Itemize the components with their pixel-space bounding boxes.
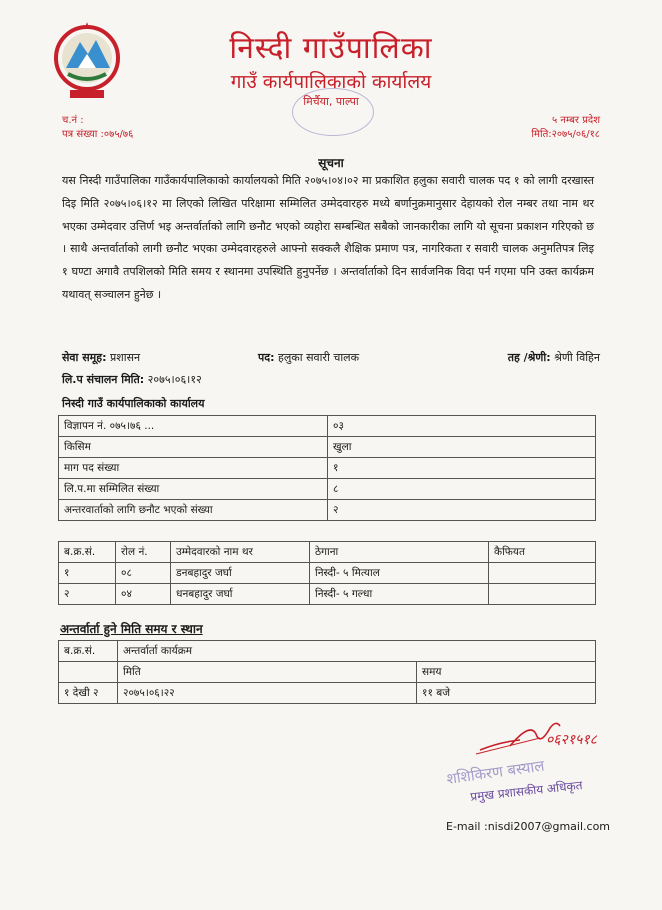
letter-date: मिति:२०७५/०६/१८ bbox=[531, 129, 600, 140]
candidate-sn: १ bbox=[59, 563, 116, 584]
level-value: श्रेणी विहिन bbox=[554, 351, 600, 364]
candidate-name: धनबहादुर जर्घा bbox=[171, 584, 310, 605]
candidate-roll: ०८ bbox=[116, 563, 171, 584]
level-label: तह /श्रेणी: bbox=[507, 351, 551, 364]
interview-sn-header: ब.क्र.सं. bbox=[59, 641, 118, 662]
post-value: हलुका सवारी चालक bbox=[278, 351, 360, 364]
service-group bbox=[62, 350, 140, 365]
candidate-remark bbox=[489, 584, 596, 605]
candidate-sn: २ bbox=[59, 584, 116, 605]
vacancy-table bbox=[58, 415, 596, 521]
exam-date-label: लि.प संचालन मिति: bbox=[62, 373, 145, 386]
vacancy-value: १ bbox=[328, 458, 596, 479]
table-row bbox=[59, 479, 596, 500]
nepal-emblem-icon bbox=[52, 18, 122, 104]
exam-date-info bbox=[62, 372, 202, 387]
vacancy-value: ०३ bbox=[328, 416, 596, 437]
candidate-address: निस्दी- ५ गल्धा bbox=[310, 584, 489, 605]
table-row bbox=[59, 584, 596, 605]
column-header: कैफियत bbox=[489, 542, 596, 563]
interview-time-header: समय bbox=[417, 662, 596, 683]
province-label: ५ नम्बर प्रदेश bbox=[552, 115, 600, 126]
candidate-address: निस्दी- ५ मित्याल bbox=[310, 563, 489, 584]
table-header-row bbox=[59, 542, 596, 563]
table-row bbox=[59, 683, 596, 704]
faint-stamp bbox=[292, 88, 374, 136]
vacancy-label: लि.प.मा सम्मिलित संख्या bbox=[59, 479, 328, 500]
table-row bbox=[59, 662, 596, 683]
level-info bbox=[508, 350, 600, 365]
interview-section-title: अन्तर्वार्ता हुने मिति समय र स्थान bbox=[60, 622, 203, 636]
column-header: रोल नं. bbox=[116, 542, 171, 563]
signature-number: ०६२१५१८ bbox=[546, 732, 597, 748]
table-row bbox=[59, 563, 596, 584]
candidate-name: डनबहादुर जर्घा bbox=[171, 563, 310, 584]
candidate-remark bbox=[489, 563, 596, 584]
table-row bbox=[59, 437, 596, 458]
notice-title: सूचना bbox=[318, 156, 344, 170]
interview-program-header: अन्तर्वार्ता कार्यक्रम bbox=[118, 641, 596, 662]
post-info bbox=[258, 350, 359, 365]
office-subtitle: गाउँ कार्यपालिकाको कार्यालय bbox=[230, 71, 432, 93]
vacancy-label: किसिम bbox=[59, 437, 328, 458]
vacancy-value: २ bbox=[328, 500, 596, 521]
vacancy-value: ८ bbox=[328, 479, 596, 500]
column-header: ब.क्र.सं. bbox=[59, 542, 116, 563]
post-label: पद: bbox=[258, 351, 275, 364]
vacancy-label: अन्तरवार्ताको लागि छनौट भएको संख्या bbox=[59, 500, 328, 521]
column-header: उम्मेदवारको नाम थर bbox=[171, 542, 310, 563]
service-label: सेवा समूह: bbox=[62, 351, 107, 364]
table-row bbox=[59, 641, 596, 662]
footer-email: E-mail :nisdi2007@gmail.com bbox=[446, 820, 611, 833]
signer-name: शशिकिरण बस्याल bbox=[445, 756, 546, 789]
interview-table bbox=[58, 640, 596, 704]
candidates-table bbox=[58, 541, 596, 605]
exam-date-value: २०७५।०६।१२ bbox=[147, 373, 202, 386]
letter-reference: पत्र संख्या :०७५/७६ bbox=[62, 129, 134, 140]
notice-body: यस निस्दी गाउँपालिका गाउँकार्यपालिकाको कार्यालयको मिति २०७५।०४।०२ मा प्रकाशित हलुका सवारी चालक पद १ को लागी दरखास्त दिइ मिति २०७५।०६।१२ मा लिएको लिखित परिक्षामा सम्मिलित उम्मेदवारहरु मध्ये बर्णानुक्रमानुसार देहायको रोल नम्बर तथा नाम थर भएका उम्मेदवार उत्तिर्ण भइ अन्तर्वार्ताको लागि छनौट भएको व्यहोरा सम्बन्धित सबैको जानकारीका लागि यो सूचना प्रकाशन गरिएको छ । साथै अन्तर्वार्ताको लागी छनौट भएका उम्मेदवारहरुले आफ्नो सक्कलै शैक्षिक प्रमाण पत्र, नागरिकता र सवारी चालक अनुमतिपत्र लिइ १ घण्टा अगावै तपशिलको मिति समय र स्थानमा उपस्थिति हुनुपर्नेछ । अन्तर्वार्ताको दिन सार्वजनिक विदा पर्न गएमा पनि उक्त कार्यक्रम यथावत् सञ्चालन हुनेछ । bbox=[62, 174, 594, 301]
column-header: ठेगाना bbox=[310, 542, 489, 563]
empty-cell bbox=[59, 662, 118, 683]
office-location: मिर्चैया, पाल्पा bbox=[303, 95, 359, 108]
office-section-title: निस्दी गाउँ कार्यपालिकाको कार्यालय bbox=[62, 397, 205, 410]
signer-title: प्रमुख प्रशासकीय अधिकृत bbox=[469, 778, 584, 804]
table-row bbox=[59, 458, 596, 479]
vacancy-value: खुला bbox=[328, 437, 596, 458]
vacancy-label: विज्ञापन नं. ०७५।७६ ... bbox=[59, 416, 328, 437]
municipality-title: निस्दी गाउँपालिका bbox=[229, 31, 433, 66]
interview-time: ११ बजे bbox=[417, 683, 596, 704]
service-value: प्रशासन bbox=[109, 351, 141, 364]
vacancy-label: माग पद संख्या bbox=[59, 458, 328, 479]
interview-sn: १ देखी २ bbox=[59, 683, 118, 704]
table-row bbox=[59, 500, 596, 521]
interview-date-header: मिति bbox=[118, 662, 417, 683]
interview-date: २०७५।०६।२२ bbox=[118, 683, 417, 704]
letter-number: च.नं : bbox=[62, 115, 84, 126]
candidate-roll: ०४ bbox=[116, 584, 171, 605]
table-row bbox=[59, 416, 596, 437]
